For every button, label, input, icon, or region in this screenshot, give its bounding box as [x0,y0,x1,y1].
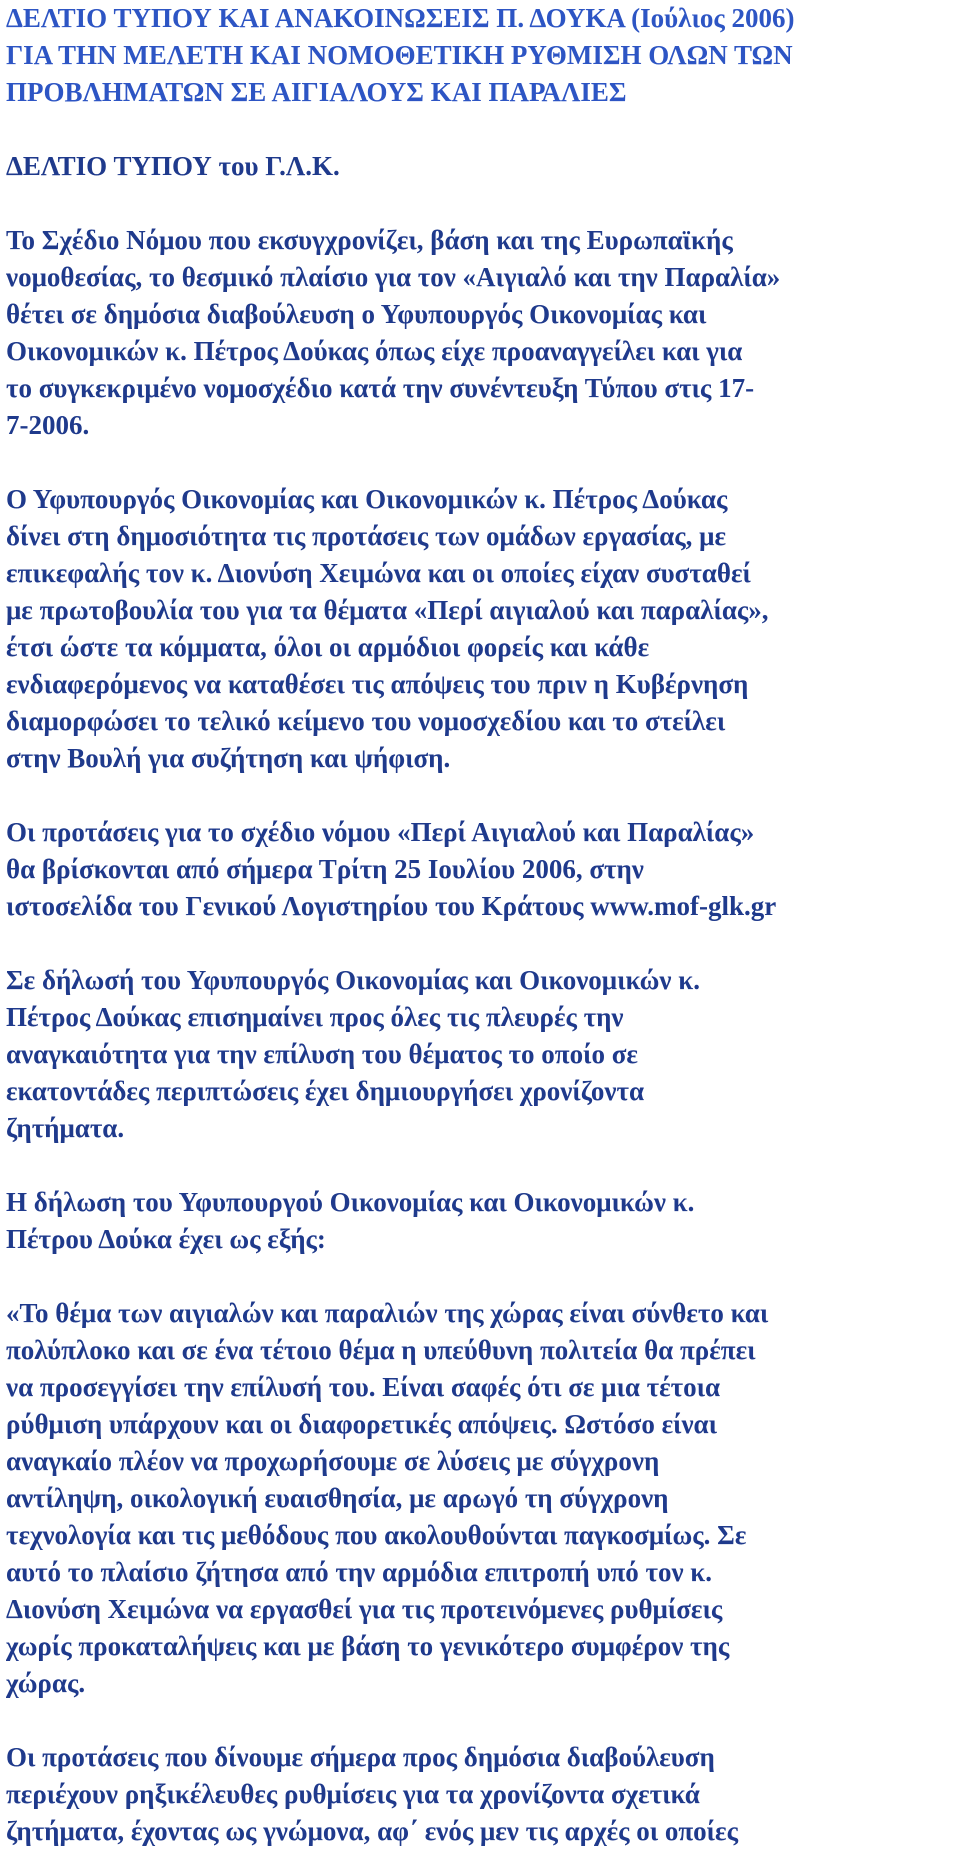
text-line: Διονύση Χειμώνα να εργασθεί για τις προτεινόμενες ρυθμίσεις [6,1594,723,1624]
text-line: αυτό το πλαίσιο ζήτησα από την αρμόδια επιτροπή υπό τον κ. [6,1557,713,1587]
document-header [6,0,960,111]
text-line: Οι προτάσεις για το σχέδιο νόμου «Περί Αιγιαλού και Παραλίας» [6,817,755,847]
header-line: ΔΕΛΤΙΟ ΤΥΠΟΥ ΚΑΙ ΑΝΑΚΟΙΝΩΣΕΙΣ Π. ΔΟΥΚΑ (Ιούλιος 2006) [6,3,795,33]
text-line: στην Βουλή για συζήτηση και ψήφιση. [6,743,451,773]
text-line: Το Σχέδιο Νόμου που εκσυγχρονίζει, βάση και της Ευρωπαϊκής [6,225,733,255]
text-line: δίνει στη δημοσιότητα τις προτάσεις των ομάδων εργασίας, με [6,521,726,551]
spacer [6,1702,960,1739]
spacer [6,925,960,962]
text-line: αντίληψη, οικολογική ευαισθησία, με αρωγό τη σύγχρονη [6,1483,669,1513]
text-line: Πέτρου Δούκα έχει ως εξής: [6,1224,326,1254]
text-line: ζητήματα, έχοντας ως γνώμονα, αφ΄ ενός μεν τις αρχές οι οποίες [6,1816,738,1846]
text-line: νομοθεσίας, το θεσμικό πλαίσιο για τον «Αιγιαλό και την Παραλία» [6,262,781,292]
text-line: 7-2006. [6,410,90,440]
paragraph-intro [6,222,960,444]
text-line: πολύπλοκο και σε ένα τέτοιο θέμα η υπεύθυνη πολιτεία θα πρέπει [6,1335,756,1365]
text-line: ιστοσελίδα του Γενικού Λογιστηρίου του Κράτους www.mof-glk.gr [6,891,777,921]
text-line: επικεφαλής τον κ. Διονύση Χειμώνα και οι οποίες είχαν συσταθεί [6,558,751,588]
text-line: να προσεγγίσει την επίλυσή του. Είναι σαφές ότι σε μια τέτοια [6,1372,721,1402]
text-line: Οι προτάσεις που δίνουμε σήμερα προς δημόσια διαβούλευση [6,1742,715,1772]
document-body [6,0,960,1850]
text-line: εκατοντάδες περιπτώσεις έχει δημιουργήσει χρονίζοντα [6,1076,645,1106]
header-line: ΓΙΑ ΤΗΝ ΜΕΛΕΤΗ ΚΑΙ ΝΟΜΟΘΕΤΙΚΗ ΡΥΘΜΙΣΗ ΟΛΩΝ ΤΩΝ [6,40,793,70]
spacer [6,1258,960,1295]
text-line: αναγκαίο πλέον να προχωρήσουμε σε λύσεις με σύγχρονη [6,1446,660,1476]
text-line: ρύθμιση υπάρχουν και οι διαφορετικές απόψεις. Ωστόσο είναι [6,1409,717,1439]
text-line: Σε δήλωσή του Υφυπουργός Οικονομίας και Οικονομικών κ. [6,965,700,995]
text-line: με πρωτοβουλία του για τα θέματα «Περί αιγιαλού και παραλίας», [6,595,769,625]
text-line: «Το θέμα των αιγιαλών και παραλιών της χώρας είναι σύνθετο και [6,1298,769,1328]
paragraph-quote [6,1295,960,1702]
text-line: έτσι ώστε τα κόμματα, όλοι οι αρμόδιοι φορείς και κάθε [6,632,650,662]
text-line: περιέχουν ρηξικέλευθες ρυθμίσεις για τα χρονίζοντα σχετικά [6,1779,700,1809]
text-line: θέτει σε δημόσια διαβούλευση ο Υφυπουργός Οικονομίας και [6,299,707,329]
text-line: ζητήματα. [6,1113,125,1143]
text-line: Ο Υφυπουργός Οικονομίας και Οικονομικών κ. Πέτρος Δούκας [6,484,728,514]
text-line: το συγκεκριμένο νομοσχέδιο κατά την συνέντευξη Τύπου στις 17- [6,373,755,403]
text-line: χωρίς προκαταλήψεις και με βάση το γενικότερο συμφέρον της [6,1631,730,1661]
header-line: ΠΡΟΒΛΗΜΑΤΩΝ ΣΕ ΑΙΓΙΑΛΟΥΣ ΚΑΙ ΠΑΡΑΛΙΕΣ [6,77,627,107]
document-subheading: ΔΕΛΤΙΟ ΤΥΠΟΥ του Γ.Λ.Κ. [6,151,340,181]
spacer [6,111,960,148]
paragraph-proposals [6,481,960,777]
spacer [6,777,960,814]
text-line: Η δήλωση του Υφυπουργού Οικονομίας και Οικονομικών κ. [6,1187,695,1217]
paragraph-website [6,814,960,925]
paragraph-statement-heading [6,1184,960,1258]
text-line: Οικονομικών κ. Πέτρος Δούκας όπως είχε προαναγγείλει και για [6,336,743,366]
spacer [6,185,960,222]
text-line: χώρας. [6,1668,86,1698]
spacer [6,1147,960,1184]
paragraph-consultation [6,1739,960,1850]
text-line: αναγκαιότητα για την επίλυση του θέματος το οποίο σε [6,1039,638,1069]
text-line: θα βρίσκονται από σήμερα Τρίτη 25 Ιουλίου 2006, στην [6,854,644,884]
text-line: τεχνολογία και τις μεθόδους που ακολουθούνται παγκοσμίως. Σε [6,1520,747,1550]
text-line: Πέτρος Δούκας επισημαίνει προς όλες τις πλευρές την [6,1002,624,1032]
text-line: ενδιαφερόμενος να καταθέσει τις απόψεις του πριν η Κυβέρνηση [6,669,749,699]
text-line: διαμορφώσει το τελικό κείμενο του νομοσχεδίου και το στείλει [6,706,726,736]
spacer [6,444,960,481]
paragraph-statement-intro [6,962,960,1147]
